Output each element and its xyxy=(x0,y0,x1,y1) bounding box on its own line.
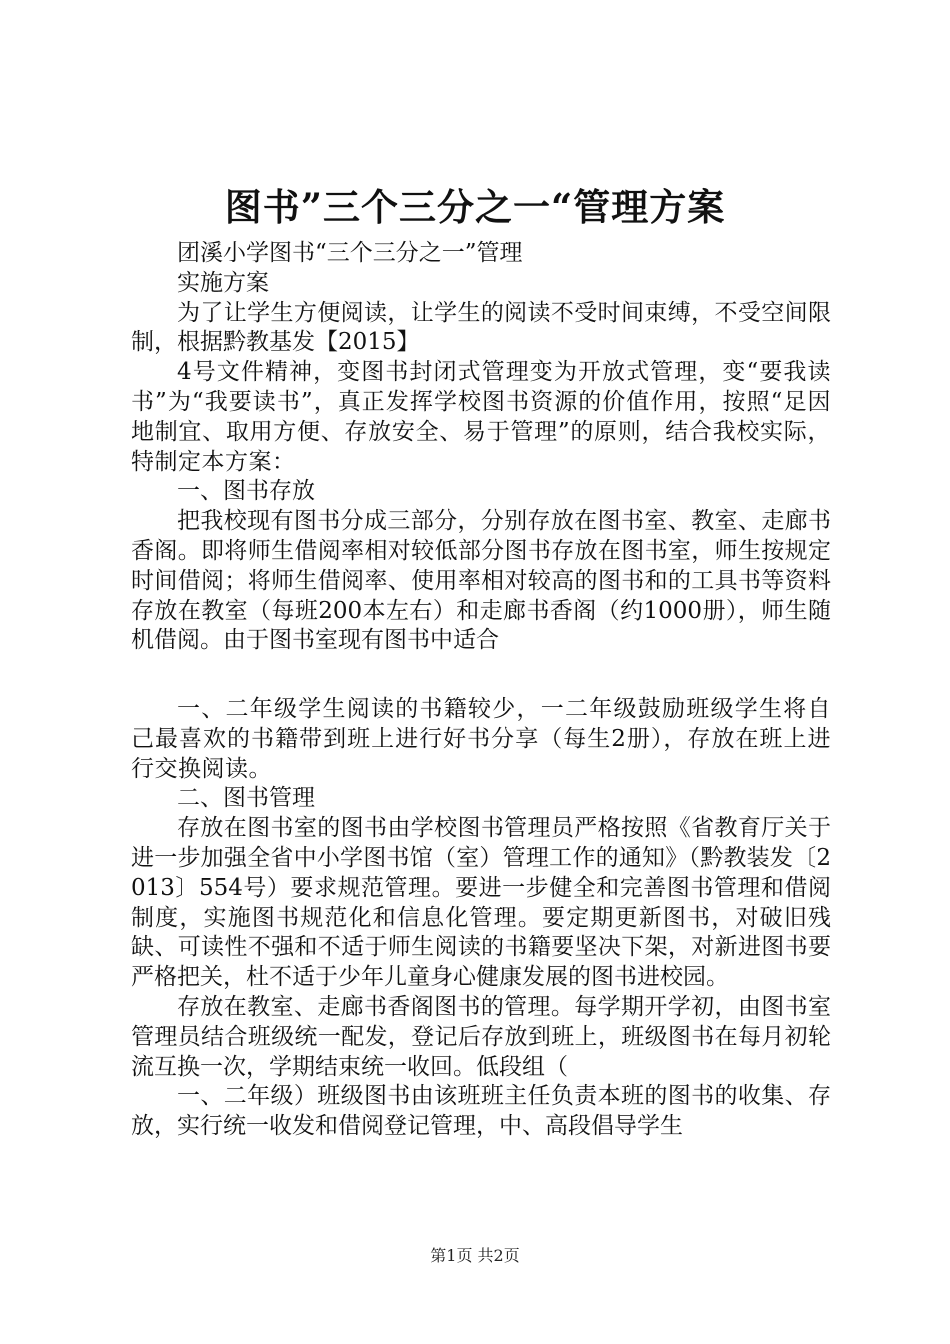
paragraph-principle: 4号文件精神，变图书封闭式管理变为开放式管理，变“要我读书”为“我要读书”，真正发挥学校图书资源的价值作用，按照“足因地制宜、取用方便、存放安全、易于管理”的原则，结合我校实际，特制定本方案： xyxy=(131,359,831,475)
paragraph-lower-grade: 一、二年级）班级图书由该班班主任负责本班的图书的收集、存放，实行统一收发和借阅登记管理，中、高段倡导学生 xyxy=(131,1083,831,1140)
paragraph-classroom-management: 存放在教室、走廊书香阁图书的管理。每学期开学初，由图书室管理员结合班级统一配发，登记后存放到班上，班级图书在每月初轮流互换一次，学期结束统一收回。低段组（ xyxy=(131,993,831,1080)
paragraph-grade-sharing: 一、二年级学生阅读的书籍较少，一二年级鼓励班级学生将自己最喜欢的书籍带到班上进行好书分享（每生2册），存放在班上进行交换阅读。 xyxy=(131,696,831,782)
body-section-1 xyxy=(131,239,831,656)
paragraph-library-management: 存放在图书室的图书由学校图书管理员严格按照《省教育厅关于进一步加强全省中小学图书馆（室）管理工作的通知》（黔教装发〔2013〕554号）要求规范管理。要进一步健全和完善图书管理和借阅制度，实施图书规范化和信息化管理。要定期更新图书，对破旧残缺、可读性不强和不适于师生阅读的书籍要坚决下架，对新进图书要严格把关，杜不适于少年儿童身心健康发展的图书进校园。 xyxy=(131,815,831,991)
page-footer: 第1页 共2页 xyxy=(430,1246,520,1265)
paragraph-subtitle: 实施方案 xyxy=(177,269,269,296)
document-title: 图书”三个三分之一“管理方案 xyxy=(224,185,726,229)
paragraph-school-name: 团溪小学图书“三个三分之一”管理 xyxy=(177,240,523,266)
paragraph-storage: 把我校现有图书分成三部分，分别存放在图书室、教室、走廊书香阁。即将师生借阅率相对较低部分图书存放在图书室，师生按规定时间借阅；将师生借阅率、使用率相对较高的图书和的工具书等资料存放在教室（每班200本左右）和走廊书香阁（约1000册），师生随机借阅。由于图书室现有图书中适合 xyxy=(131,508,831,654)
paragraph-purpose: 为了让学生方便阅读，让学生的阅读不受时间束缚，不受空间限制，根据黔教基发【2015】 xyxy=(131,299,831,356)
section-heading-storage: 一、图书存放 xyxy=(177,478,315,505)
section-heading-management: 二、图书管理 xyxy=(177,785,315,812)
body-section-2 xyxy=(131,695,831,1142)
